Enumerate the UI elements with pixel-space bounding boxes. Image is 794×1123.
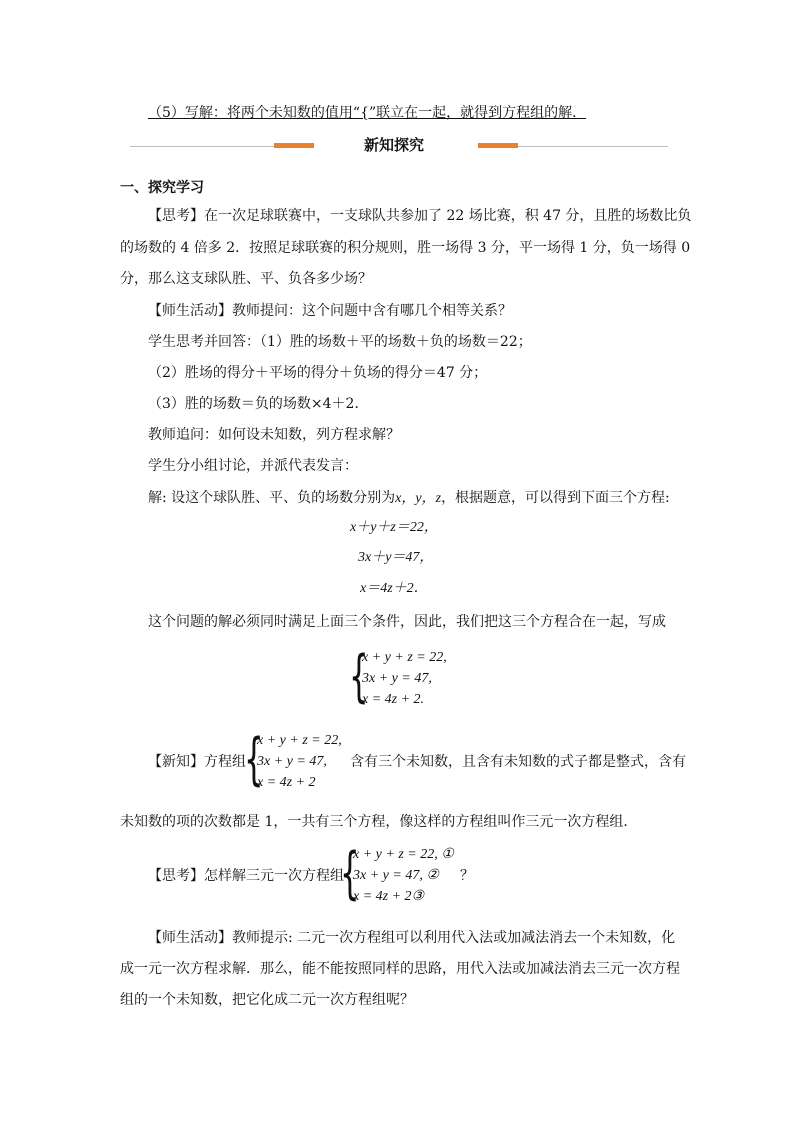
header-rule-right bbox=[518, 146, 668, 147]
activity1-line: 【师生活动】教师提问：这个问题中含有哪几个相等关系？ bbox=[148, 303, 512, 319]
answer1: 学生思考并回答：（1）胜的场数＋平的场数＋负的场数＝22； bbox=[148, 334, 532, 350]
equation-3: x＝4z＋2． bbox=[360, 581, 428, 596]
teacher-followup: 教师追问：如何设未知数，列方程求解？ bbox=[148, 427, 400, 443]
think2-label: 【思考】怎样解三元一次方程组 bbox=[148, 868, 344, 884]
think1-line2: 的场数的 4 倍多 2．按照足球联赛的积分规则，胜一场得 3 分，平一场得 1 分，负一场得 0 bbox=[120, 240, 691, 256]
activity1-tag: 【师生活动】 bbox=[148, 303, 232, 319]
system2-brace: { bbox=[244, 727, 264, 792]
step5-text: （5）写解：将两个未知数的值用“{”联立在一起，就得到方程组的解． bbox=[148, 105, 587, 121]
activity2-line2: 成一元一次方程求解．那么，能不能按照同样的思路，用代入法或加减法消去三元一次方程 bbox=[120, 961, 680, 977]
activity2-line3: 组的一个未知数，把它化成二元一次方程组呢？ bbox=[120, 992, 414, 1008]
solution-line: 解: 设这个球队胜、平、负的场数分别为x，y，z，根据题意，可以得到下面三个方程: bbox=[148, 490, 670, 506]
section-title: 新知探究 bbox=[364, 136, 425, 154]
header-accent-left bbox=[274, 143, 314, 148]
answer2: （2）胜场的得分＋平场的得分＋负场的得分＝47 分； bbox=[148, 365, 488, 381]
newknow-tag: 【新知】 bbox=[148, 754, 204, 770]
combine-text: 这个问题的解必须同时满足上面三个条件，因此，我们把这三个方程合在一起，写成 bbox=[148, 614, 666, 630]
newknow-line2: 未知数的项的次数都是 1，一共有三个方程，像这样的方程组叫作三元一次方程组． bbox=[120, 814, 638, 830]
activity2-line1: 【师生活动】教师提示: 二元一次方程组可以利用代入法或加减法消去一个未知数，化 bbox=[148, 930, 676, 946]
equation-system-3: x + y + z = 22, ① 3x + y = 47, ② x = 4z + 2③ bbox=[353, 847, 454, 904]
think1-line1: 【思考】在一次足球联赛中，一支球队共参加了 22 场比赛，积 47 分，且胜的场数比负 bbox=[148, 208, 692, 224]
think1-line3: 分，那么这支球队胜、平、负各多少场？ bbox=[120, 271, 372, 287]
answer3: （3）胜的场数＝负的场数×4＋2． bbox=[148, 396, 369, 412]
equation-2: 3x＋y＝47， bbox=[358, 550, 434, 565]
group-discussion: 学生分小组讨论，并派代表发言： bbox=[148, 458, 358, 474]
newknow-label: 【新知】方程组 bbox=[148, 754, 246, 770]
solution-vars: x，y，z bbox=[395, 491, 442, 506]
system1-brace: { bbox=[349, 644, 369, 709]
activity2-tag: 【师生活动】 bbox=[148, 930, 232, 946]
newknow-text: 含有三个未知数，且含有未知数的式子都是整式，含有 bbox=[350, 754, 686, 770]
think2-tag: 【思考】 bbox=[148, 868, 204, 884]
equation-system-2: x + y + z = 22, 3x + y = 47, x = 4z + 2 bbox=[257, 733, 342, 790]
equation-system-1: x + y + z = 22, 3x + y = 47, x = 4z + 2. bbox=[362, 650, 447, 707]
think1-tag: 【思考】 bbox=[148, 208, 204, 224]
header-accent-right bbox=[478, 143, 518, 148]
equation-1: x＋y＋z＝22， bbox=[350, 520, 438, 535]
part-heading: 一、探究学习 bbox=[120, 180, 204, 196]
system3-brace: { bbox=[340, 841, 360, 906]
header-rule-left bbox=[130, 146, 274, 147]
think2-question-mark: ？ bbox=[460, 868, 474, 884]
